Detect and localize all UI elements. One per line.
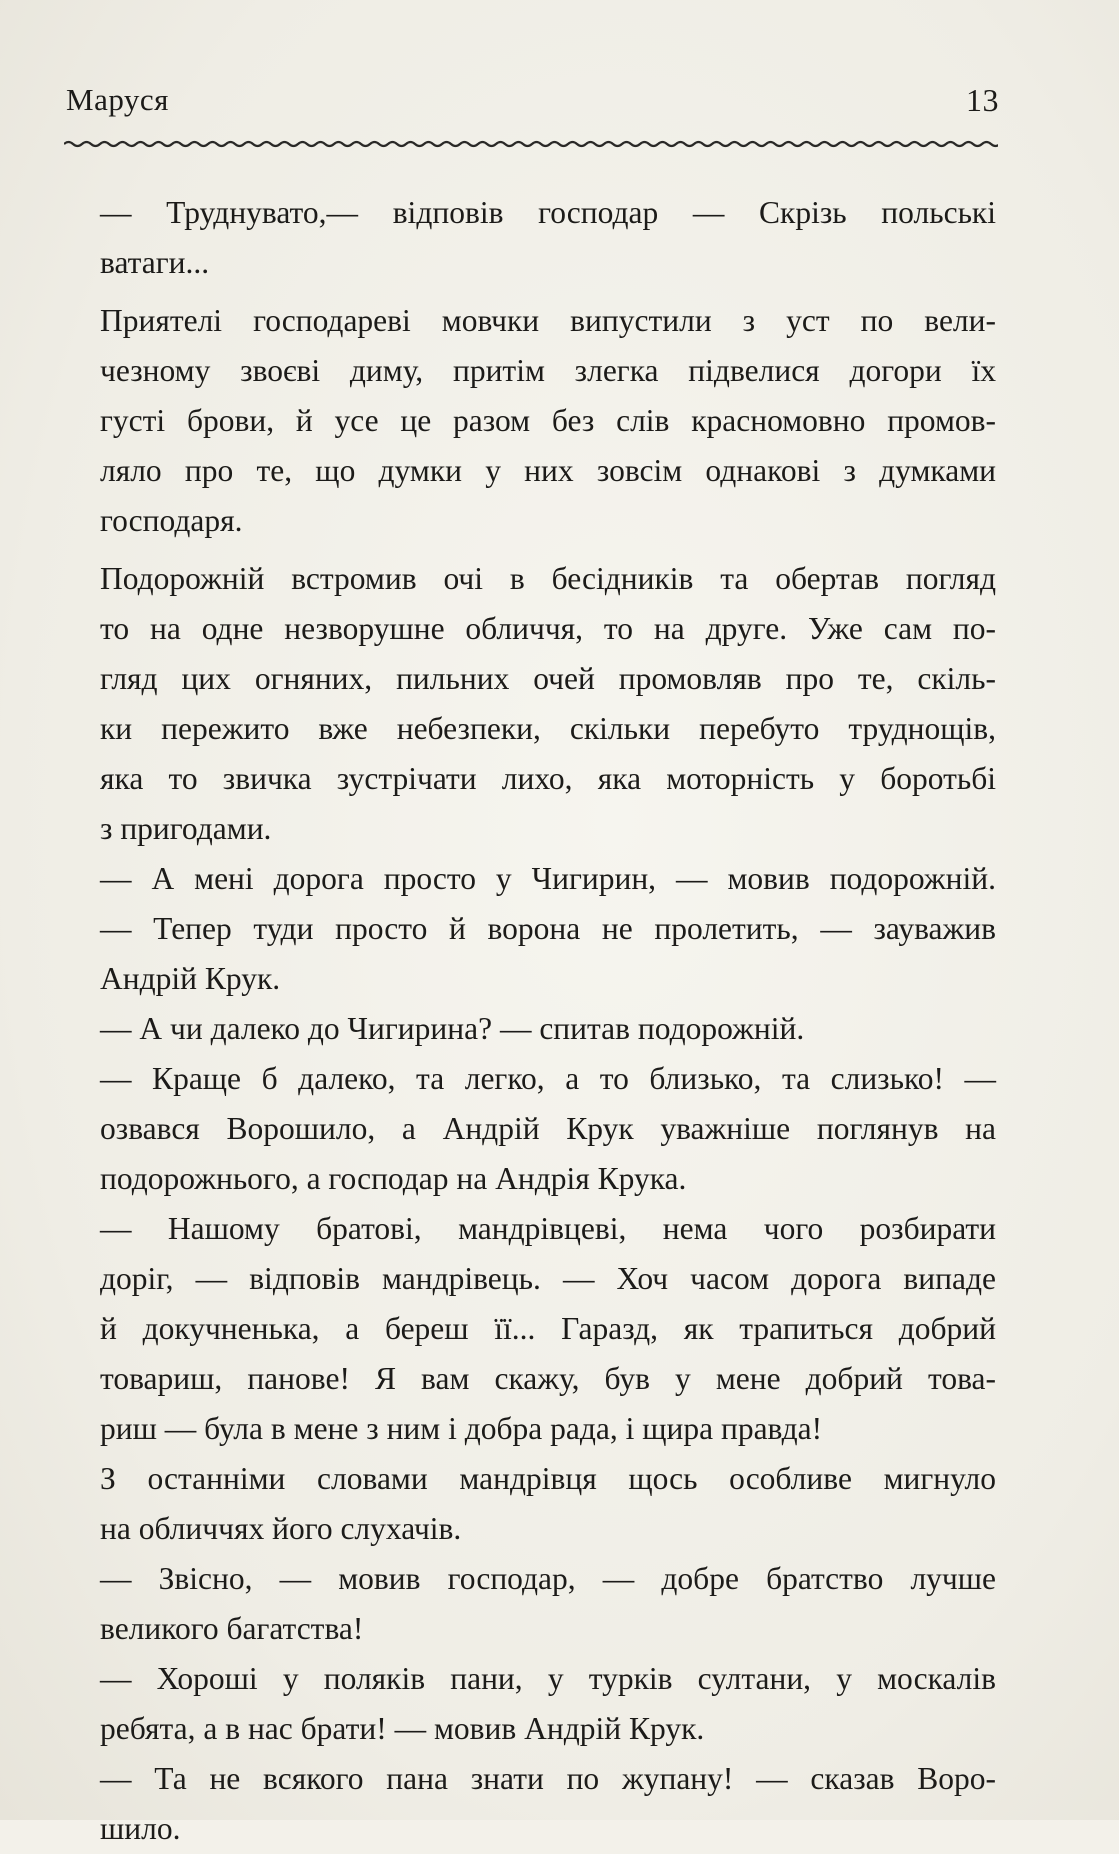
text-line: — Тепер туди просто й ворона не пролетить, — зауважив — [100, 911, 996, 946]
text-line: ребята, а в нас брати! — мовив Андрій Крук. — [100, 1711, 705, 1746]
text-line: й докучненька, а береш її... Гаразд, як трапиться добрий — [100, 1311, 996, 1346]
text-line: Приятелі господареві мовчки випустили з уст по вели- — [100, 303, 996, 338]
page-number: 13 — [966, 82, 999, 118]
text-line: то на одне незворушне обличчя, то на друге. Уже сам по- — [100, 611, 996, 646]
text-line: яка то звичка зустрічати лихо, яка моторність у боротьбі — [100, 761, 996, 796]
text-line: великого багатства! — [100, 1611, 364, 1646]
wavy-rule-divider — [64, 136, 998, 152]
text-line: — А мені дорога просто у Чигирин, — мовив подорожній. — [100, 861, 996, 896]
text-line: — А чи далеко до Чигирина? — спитав подорожній. — [100, 1011, 805, 1046]
text-line: подорожнього, а господар на Андрія Крука. — [100, 1161, 687, 1196]
text-line: — Труднувато,— відповів господар — Скрізь польські — [100, 195, 996, 230]
text-line: доріг, — відповів мандрівець. — Хоч часом дорога випаде — [100, 1261, 996, 1296]
text-line: — Хороші у поляків пани, у турків султани, у москалів — [100, 1661, 996, 1696]
text-line: чезному звоєві диму, притім злегка підвелися догори їх — [100, 353, 996, 388]
text-line: ки пережито вже небезпеки, скільки перебуто труднощів, — [100, 711, 996, 746]
text-line: Подорожній встромив очі в бесідників та обертав погляд — [100, 561, 996, 596]
text-line: гляд цих огняних, пильних очей промовляв про те, скіль- — [100, 661, 996, 696]
body-text — [100, 188, 996, 1854]
text-line: на обличчях його слухачів. — [100, 1511, 462, 1546]
running-head — [66, 82, 999, 132]
text-line: — Звісно, — мовив господар, — добре братство лучше — [100, 1561, 996, 1596]
text-line: з пригодами. — [100, 811, 272, 846]
text-line: Андрій Крук. — [100, 961, 281, 996]
running-title: Маруся — [66, 82, 169, 117]
text-line: товариш, панове! Я вам скажу, був у мене добрий това- — [100, 1361, 996, 1396]
text-line: — Краще б далеко, та легко, а то близько, та слизько! — — [100, 1061, 996, 1096]
text-line: — Нашому братові, мандрівцеві, нема чого розбирати — [100, 1211, 996, 1246]
text-line: ватаги... — [100, 245, 210, 280]
text-line: господаря. — [100, 503, 243, 538]
text-line: густі брови, й усе це разом без слів красномовно промов- — [100, 403, 996, 438]
text-line: риш — була в мене з ним і добра рада, і щира правда! — [100, 1411, 823, 1446]
text-line: — Та не всякого пана знати по жупану! — сказав Воро- — [100, 1761, 996, 1796]
text-line: шило. — [100, 1811, 181, 1846]
text-line: З останніми словами мандрівця щось особливе мигнуло — [100, 1461, 996, 1496]
text-line: ляло про те, що думки у них зовсім однакові з думками — [100, 453, 996, 488]
text-line: озвався Ворошило, а Андрій Крук уважніше поглянув на — [100, 1111, 996, 1146]
